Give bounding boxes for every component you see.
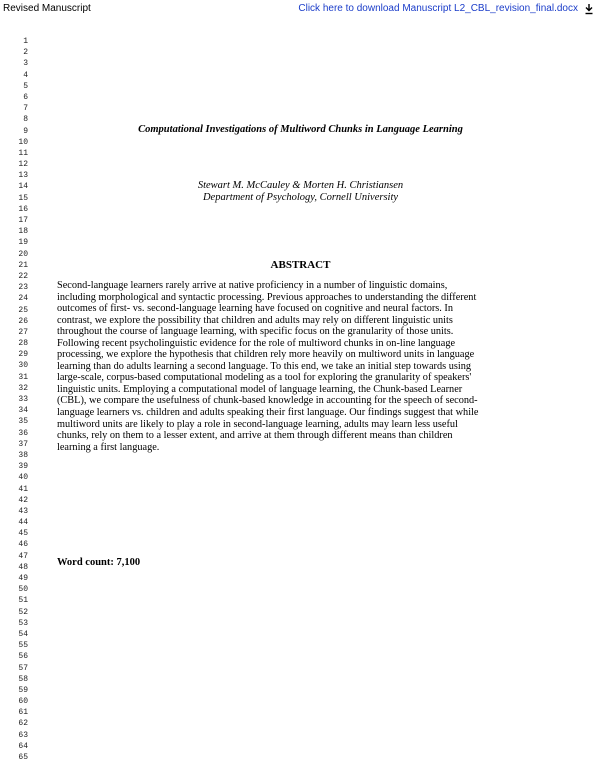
- abstract-line: linguistic units. Employing a computational model of language learning, the Chunk-based Learner: [57, 383, 463, 395]
- line-number: 14: [18, 182, 28, 192]
- line-number: 53: [18, 618, 28, 628]
- line-number: 30: [18, 361, 28, 371]
- line-number: 3: [23, 59, 28, 69]
- line-number: 50: [18, 585, 28, 595]
- abstract-line: learning a first language.: [57, 441, 160, 453]
- abstract-line: learning than do adults learning a second language. To this end, we take an initial step towards using: [57, 360, 472, 372]
- line-number: 45: [18, 529, 28, 539]
- line-number: 34: [18, 406, 28, 416]
- line-number: 37: [18, 439, 28, 449]
- line-number: 26: [18, 316, 28, 326]
- line-number: 21: [18, 260, 28, 270]
- line-number: 44: [18, 518, 28, 528]
- line-number: 38: [18, 450, 28, 460]
- download-icon[interactable]: [584, 3, 594, 15]
- line-number: 56: [18, 652, 28, 662]
- abstract-line: large-scale, corpus-based computational modeling as a tool for exploring the granularity of speakers': [57, 372, 472, 384]
- revised-manuscript-label: Revised Manuscript: [3, 3, 91, 14]
- line-numbers-column: [0, 36, 30, 763]
- line-number: 63: [18, 730, 28, 740]
- abstract-heading: ABSTRACT: [270, 259, 331, 271]
- line-number: 22: [18, 271, 28, 281]
- line-number: 28: [18, 339, 28, 349]
- abstract-line: multiword units are likely to play a role in second-language learning, adults may learn less useful: [57, 418, 458, 430]
- line-number: 48: [18, 562, 28, 572]
- line-number: 24: [18, 294, 28, 304]
- line-number: 9: [23, 126, 28, 136]
- abstract-line: contrast, we explore the possibility that children and adults may rely on different linguistic units: [57, 314, 453, 326]
- abstract-line: language learners vs. children and adults speaking their first language. Our findings suggest that while: [57, 407, 479, 419]
- abstract-line: Second-language learners rarely arrive at native proficiency in a number of linguistic domains,: [57, 280, 448, 291]
- line-number: 64: [18, 741, 28, 751]
- line-number: 42: [18, 495, 28, 505]
- line-number: 10: [18, 137, 28, 147]
- line-number: 32: [18, 383, 28, 393]
- line-number: 17: [18, 216, 28, 225]
- line-number: 58: [18, 674, 28, 684]
- author-names: Stewart M. McCauley & Morten H. Christiansen: [197, 180, 404, 191]
- line-number: 6: [23, 92, 28, 102]
- line-number: 27: [18, 327, 28, 337]
- line-number: 31: [18, 372, 28, 382]
- line-number: 16: [18, 204, 28, 214]
- line-number: 62: [18, 719, 28, 729]
- line-number: 25: [18, 305, 28, 315]
- abstract-line: Following recent psycholinguistic evidence for the role of multiword chunks in on-line language: [57, 337, 456, 349]
- line-number: 36: [18, 428, 28, 438]
- abstract-line: including morphological and syntactic processing. Previous approaches to understanding the different: [57, 291, 477, 303]
- abstract-line: chunks, rely on them to a lesser extent, and arrive at them through different means than children: [57, 430, 453, 442]
- line-number: 47: [18, 551, 28, 561]
- abstract-line: (CBL), we compare the usefulness of chunk-based knowledge in accounting for the speech of second-: [57, 395, 478, 407]
- line-number: 55: [18, 641, 28, 651]
- line-number: 61: [18, 708, 28, 718]
- line-number: 23: [18, 283, 28, 293]
- word-count: Word count: 7,100: [57, 557, 141, 568]
- line-number: 54: [18, 629, 28, 639]
- line-number: 51: [18, 596, 28, 606]
- author-block: [57, 180, 544, 204]
- line-number: 40: [18, 473, 28, 483]
- line-number: 57: [18, 663, 28, 673]
- line-number: 49: [18, 574, 28, 583]
- paper-title: Computational Investigations of Multiword Chunks in Language Learning: [138, 124, 463, 135]
- line-number: 15: [18, 193, 28, 203]
- line-number: 52: [18, 607, 28, 617]
- line-number: 41: [18, 484, 28, 494]
- line-number: 46: [18, 540, 28, 550]
- author-affiliation: Department of Psychology, Cornell University: [202, 192, 399, 203]
- line-number: 60: [18, 697, 28, 707]
- line-number: 4: [23, 70, 28, 80]
- line-number: 18: [18, 227, 28, 237]
- line-number: 12: [18, 160, 28, 170]
- line-number: 7: [23, 104, 28, 114]
- line-number: 8: [23, 115, 28, 125]
- line-number: 13: [18, 171, 28, 181]
- line-number: 11: [18, 148, 28, 158]
- line-number: 65: [18, 753, 28, 762]
- line-number: 33: [18, 395, 28, 404]
- line-number: 20: [18, 249, 28, 259]
- abstract-line: processing, we explore the hypothesis that children rely more heavily on multiword units in language: [57, 349, 475, 361]
- line-number: 59: [18, 685, 28, 695]
- line-number: 39: [18, 462, 28, 472]
- line-number: 1: [23, 37, 28, 46]
- line-number: 2: [23, 48, 28, 58]
- line-number: 19: [18, 238, 28, 248]
- line-number: 29: [18, 350, 28, 360]
- line-number: 35: [18, 417, 28, 427]
- download-manuscript-link[interactable]: Click here to download Manuscript L2_CBL_revision_final.docx: [298, 3, 578, 14]
- abstract-line: outcomes of first- vs. second-language learning have focused on cognitive and neural factors. In: [57, 303, 454, 315]
- pdf-header-bar: [0, 0, 600, 18]
- abstract-body: [57, 280, 547, 453]
- abstract-line: throughout the course of language learning, with specific focus on the granularity of those units.: [57, 326, 454, 338]
- line-number: 5: [23, 81, 28, 91]
- line-number: 43: [18, 506, 28, 516]
